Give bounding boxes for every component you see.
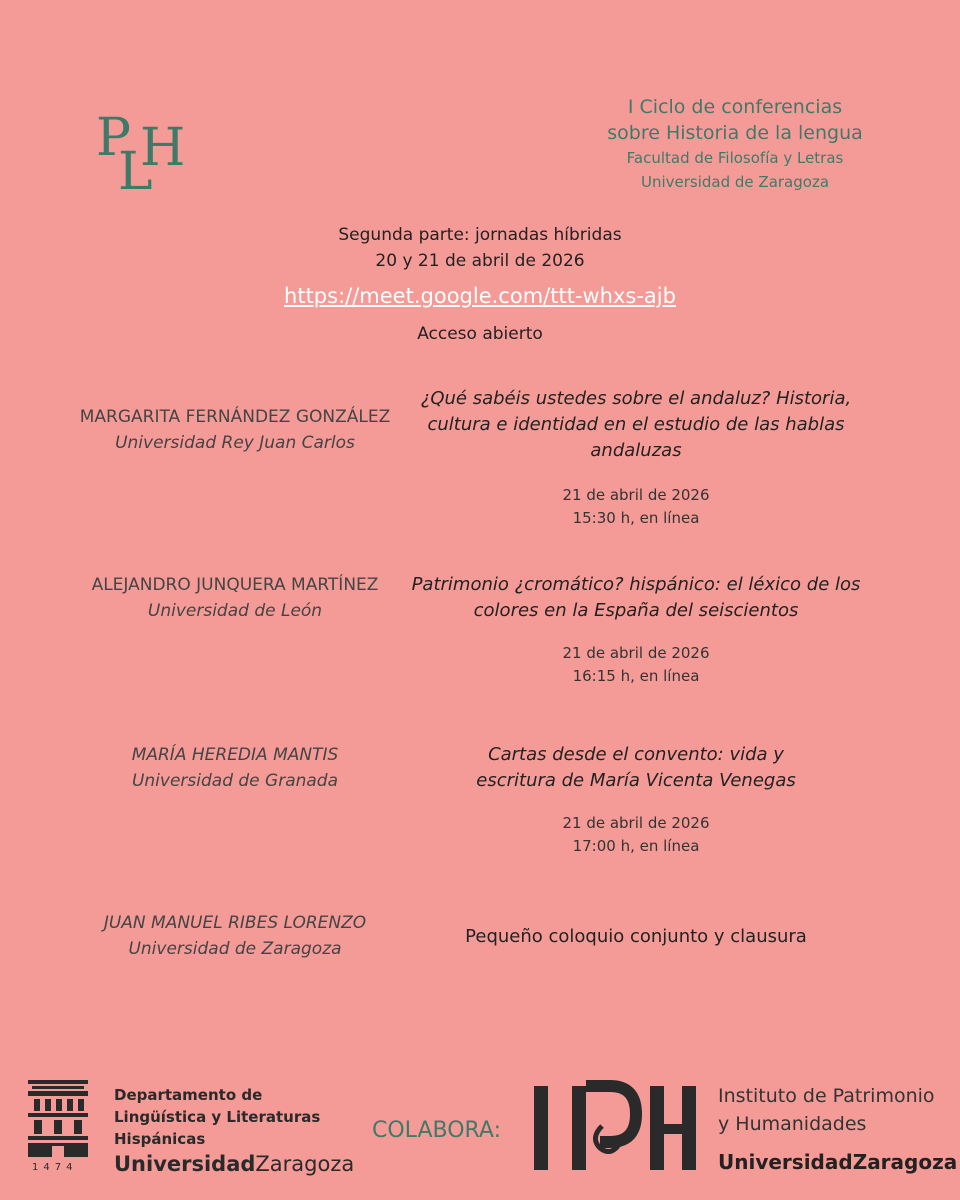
intro-block xyxy=(0,222,960,274)
iph-university-text: UniversidadZaragoza xyxy=(718,1150,958,1174)
speaker-name: JUAN MANUEL RIBES LORENZO xyxy=(103,913,367,933)
institute-name xyxy=(718,1082,935,1138)
talk-date: 21 de abril de 2026 xyxy=(562,644,710,662)
talk-title-line: Cartas desde el convento: vida y xyxy=(488,744,784,765)
iph-logo xyxy=(530,1080,958,1180)
speaker-1 xyxy=(70,404,400,456)
department-line: Departamento de xyxy=(114,1086,263,1104)
speaker-affiliation: Universidad de Granada xyxy=(131,771,339,791)
speaker-affiliation: Universidad de Zaragoza xyxy=(128,939,342,959)
university-name xyxy=(114,1152,354,1176)
department-logo xyxy=(22,1078,362,1178)
department-name xyxy=(114,1084,320,1150)
speaker-name: ALEJANDRO JUNQUERA MARTÍNEZ xyxy=(91,575,379,595)
talk-4 xyxy=(396,924,876,950)
speaker-3 xyxy=(70,742,400,794)
talk-title-line: Patrimonio ¿cromático? hispánico: el léxico de los xyxy=(411,574,861,595)
iph-university-name xyxy=(718,1150,957,1174)
speaker-name: MARGARITA FERNÁNDEZ GONZÁLEZ xyxy=(79,407,391,427)
talk-title-line: andaluzas xyxy=(590,440,682,461)
speaker-name: MARÍA HEREDIA MANTIS xyxy=(131,745,339,765)
talk-time: 16:15 h, en línea xyxy=(572,667,700,685)
university-name-regular: Zaragoza xyxy=(255,1152,355,1176)
event-header xyxy=(560,94,910,194)
intro-subtitle: Segunda parte: jornadas híbridas xyxy=(338,225,622,245)
talk-title-line: cultura e identidad en el estudio de las hablas xyxy=(427,414,845,435)
talk-time: 15:30 h, en línea xyxy=(572,509,700,527)
header-line-2: sobre Historia de la lengua xyxy=(607,122,863,144)
colabora-label: COLABORA: xyxy=(372,1118,501,1143)
talk-date: 21 de abril de 2026 xyxy=(562,814,710,832)
department-line: Hispánicas xyxy=(114,1130,206,1148)
university-building-icon xyxy=(26,1080,90,1162)
iph-logo-icon xyxy=(530,1080,700,1172)
speaker-2 xyxy=(70,572,400,624)
university-name-bold: Universidad xyxy=(114,1152,256,1176)
founding-year: 1474 xyxy=(32,1162,78,1173)
institute-line: y Humanidades xyxy=(718,1113,867,1135)
logo-letter-p: P xyxy=(96,108,131,168)
talk-3 xyxy=(396,742,876,858)
logo-letter-l: L xyxy=(118,142,153,202)
talk-title-line: colores en la España del seiscientos xyxy=(473,600,799,621)
talk-2 xyxy=(396,572,876,688)
meet-link[interactable]: https://meet.google.com/ttt-whxs-ajb xyxy=(284,284,676,308)
talk-title-line: ¿Qué sabéis ustedes sobre el andaluz? Historia, xyxy=(420,388,852,409)
department-line: Lingüística y Literaturas xyxy=(114,1108,321,1126)
speaker-affiliation: Universidad Rey Juan Carlos xyxy=(115,433,355,453)
access-note: Acceso abierto xyxy=(417,324,543,344)
header-line-1: I Ciclo de conferencias xyxy=(627,96,843,118)
header-line-4: Universidad de Zaragoza xyxy=(640,173,830,191)
speaker-affiliation: Universidad de León xyxy=(147,601,323,621)
talk-date: 21 de abril de 2026 xyxy=(562,486,710,504)
speaker-4 xyxy=(70,910,400,962)
header-line-3: Facultad de Filosofía y Letras xyxy=(626,149,844,167)
talk-title-line: Pequeño coloquio conjunto y clausura xyxy=(465,926,807,947)
plh-logo xyxy=(96,108,192,202)
intro-dates: 20 y 21 de abril de 2026 xyxy=(375,251,585,271)
talk-1 xyxy=(396,386,876,530)
talk-title-line: escritura de María Vicenta Venegas xyxy=(476,770,796,791)
institute-line: Instituto de Patrimonio xyxy=(718,1085,935,1107)
logo-letter-h: H xyxy=(140,118,186,178)
talk-time: 17:00 h, en línea xyxy=(572,837,700,855)
